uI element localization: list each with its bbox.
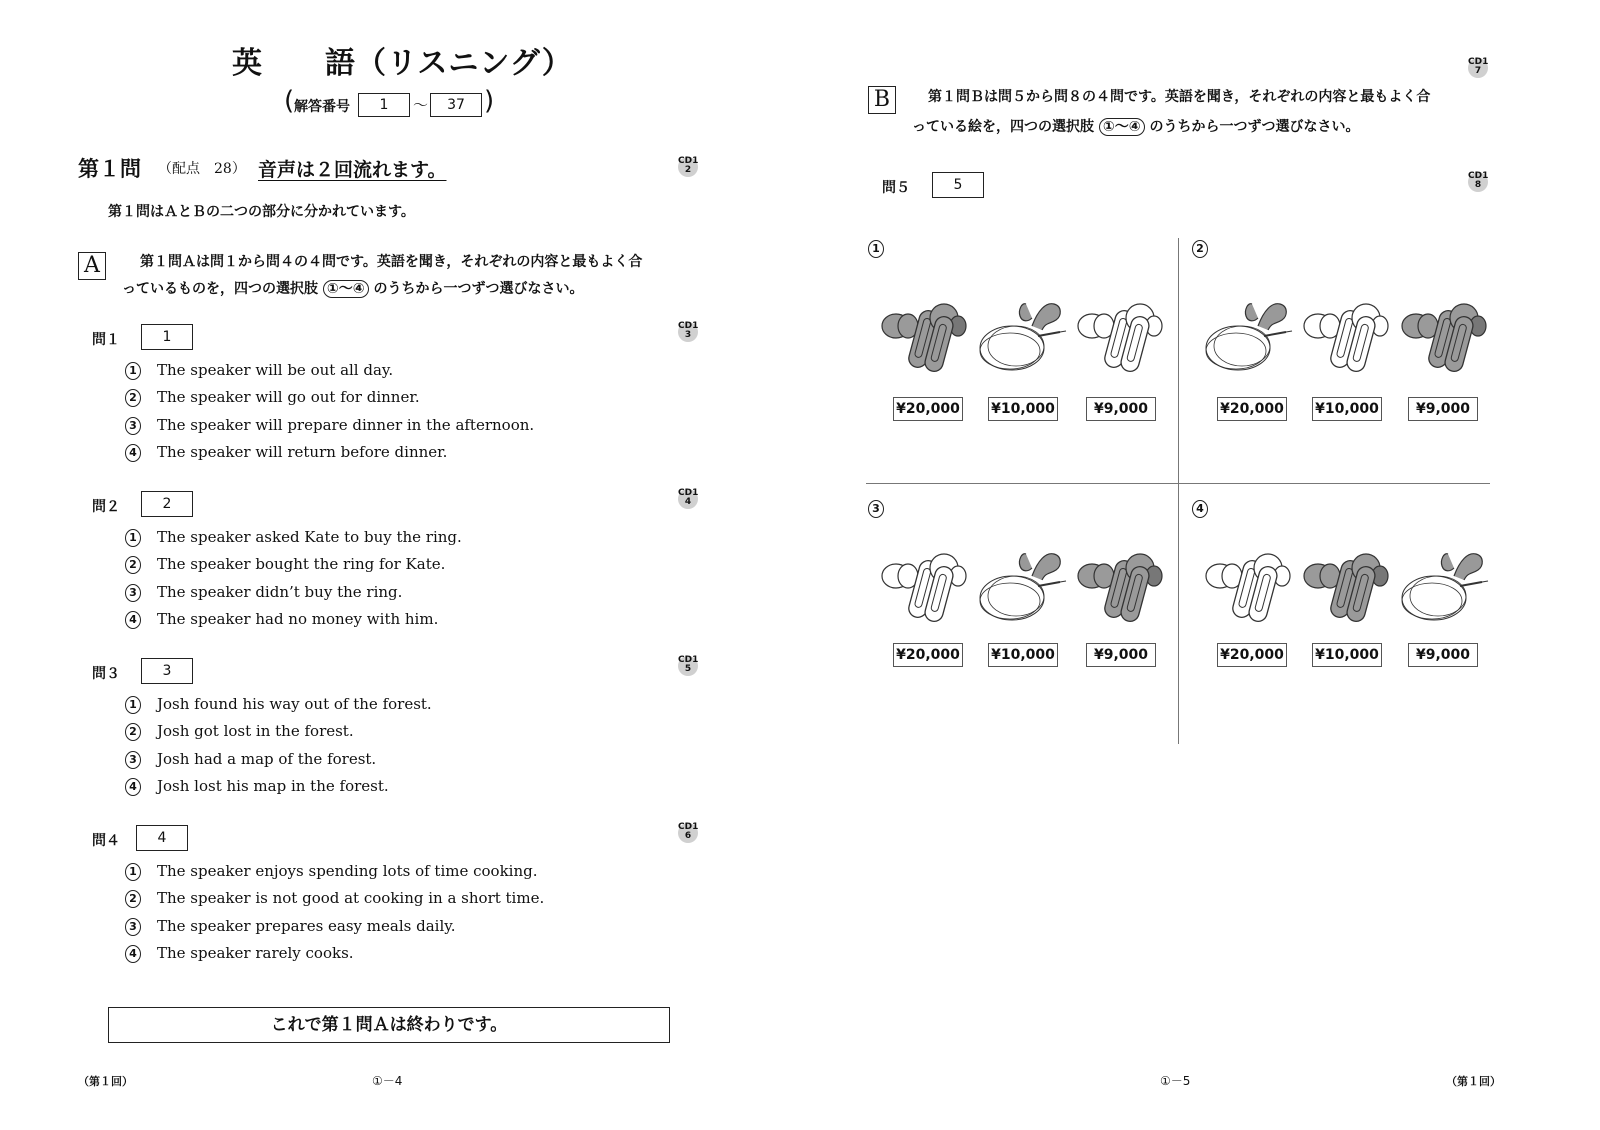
wired-earphones [976,546,1068,630]
option-number: 1 [125,362,141,380]
end-note: これで第１問Ａは終わりです。 [108,1007,670,1043]
option-text: The speaker enjoys spending lots of time cooking. [157,862,538,880]
panel-divider-vertical [1178,238,1179,744]
option-number: 4 [125,778,141,796]
earphone-illustration [1202,296,1294,376]
question1-note: 音声は２回流れます。 [258,159,447,181]
wired-earphones [1202,296,1294,380]
wired-earphones [976,296,1068,380]
option-number: 1 [125,696,141,714]
question1-title: 第１問 [78,157,141,181]
option-number: 3 [125,751,141,769]
option-text: The speaker will be out all day. [157,361,394,379]
option-number: 3 [125,918,141,936]
earphone-illustration [878,546,970,626]
option-number: 1 [125,529,141,547]
panel-divider-horizontal [866,483,1490,484]
option-text: The speaker asked Kate to buy the ring. [157,528,462,546]
option-number: 2 [125,723,141,741]
price-tag: ¥20,000 [1217,643,1287,667]
option-text: The speaker rarely cooks. [157,943,354,962]
earphone-illustration [1300,546,1392,626]
option-text: Josh got lost in the forest. [157,722,354,741]
option-number: 2 [125,556,141,574]
earphone-illustration [1202,546,1294,626]
option-text: The speaker had no money with him. [157,609,439,628]
intro-text: 第１問はＡとＢの二つの部分に分かれています。 [108,204,415,220]
wireless-earbuds [1074,546,1166,630]
option-text: The speaker will prepare dinner in the afternoon. [157,415,535,434]
option-number: 2 [125,389,141,407]
footer-left-page: ①－4 [372,1074,403,1088]
option-number: 4 [125,611,141,629]
answer-box[interactable]: 4 [136,825,188,851]
choice-range: ①〜④ [1099,118,1145,136]
earphone-illustration [1300,296,1392,376]
option-text: The speaker didn’t buy the ring. [157,582,403,601]
option-number: 1 [125,863,141,881]
price-tag: ¥9,000 [1086,397,1156,421]
question-label: 問３ [92,666,120,682]
cd-track-badge: CD1 2 [678,156,699,175]
cd-track-badge: CD1 7 [1468,57,1489,76]
earphone-illustration [1074,546,1166,626]
question5-label: 問５ [882,180,910,196]
earphone-illustration [1398,546,1490,626]
answer-box[interactable]: 3 [141,658,193,684]
wireless-earbuds [1202,546,1294,630]
option-number: 4 [125,945,141,963]
option-text: Josh found his way out of the forest. [157,695,432,713]
panel-number: 3 [868,500,884,518]
wireless-earbuds [878,296,970,380]
price-tag: ¥10,000 [988,397,1058,421]
cd-track-badge: CD1 4 [678,488,699,507]
picture-panel-2[interactable] [1190,238,1490,478]
section-b-letter: B [868,86,896,114]
panel-number: 4 [1192,500,1208,518]
price-tag: ¥20,000 [893,643,963,667]
choice-range: ①〜④ [323,280,369,298]
footer-right-label: （第１回） [1446,1075,1501,1088]
price-tag: ¥9,000 [1086,643,1156,667]
question1-points: （配点 28） [158,161,246,177]
wireless-earbuds [1074,296,1166,380]
earphone-illustration [1398,296,1490,376]
price-tag: ¥9,000 [1408,397,1478,421]
question-label: 問４ [92,833,120,849]
option-text: The speaker is not good at cooking in a short time. [157,889,545,908]
wireless-earbuds [1300,546,1392,630]
section-b-line2: っている絵を，四つの選択肢 ①〜④ のうちから一つずつ選びなさい。 [912,119,1360,135]
answer-box[interactable]: 2 [141,491,193,517]
cd-track-badge: CD1 3 [678,321,699,340]
price-tag: ¥20,000 [893,397,963,421]
section-a-line2: っているものを，四つの選択肢 ①〜④ のうちから一つずつ選びなさい。 [122,281,584,297]
earphone-illustration [1074,296,1166,376]
panel-number: 2 [1192,240,1208,258]
price-tag: ¥10,000 [1312,643,1382,667]
wired-earphones [1398,546,1490,630]
option-text: Josh lost his map in the forest. [157,776,389,795]
option-number: 2 [125,890,141,908]
question5-answer-box[interactable]: 5 [932,172,984,198]
earphone-illustration [976,546,1068,626]
price-tag: ¥10,000 [1312,397,1382,421]
option-number: 3 [125,417,141,435]
cd-track-badge: CD1 8 [1468,171,1489,190]
option-text: The speaker bought the ring for Kate. [157,555,446,574]
answer-range-tilde: 〜 [413,96,429,114]
earphone-illustration [878,296,970,376]
cd-track-badge: CD1 6 [678,822,699,841]
answer-range-close-paren: ) [484,86,495,116]
question-label: 問２ [92,499,120,515]
section-a-letter: A [78,252,106,280]
footer-left-label: （第１回） [78,1075,133,1088]
section-a-line1: 第１問Ａは問１から問４の４問です。英語を聞き，それぞれの内容と最もよく合 [140,254,643,270]
section-b-line1: 第１問Ｂは問５から問８の４問です。英語を聞き，それぞれの内容と最もよく合 [928,89,1431,105]
wireless-earbuds [1398,296,1490,380]
cd-track-badge: CD1 5 [678,655,699,674]
picture-panel-1[interactable] [866,238,1166,478]
answer-range-label: 解答番号 [294,99,350,115]
footer-right-page: ①－5 [1160,1074,1191,1088]
answer-range-from: 1 [358,93,410,117]
panel-number: 1 [868,240,884,258]
question-label: 問１ [92,332,120,348]
earphone-illustration [976,296,1068,376]
answer-box[interactable]: 1 [141,324,193,350]
price-tag: ¥20,000 [1217,397,1287,421]
picture-panel-3[interactable] [866,498,1166,738]
price-tag: ¥9,000 [1408,643,1478,667]
picture-panel-4[interactable] [1190,498,1490,738]
option-text: The speaker will return before dinner. [157,442,448,461]
wireless-earbuds [878,546,970,630]
option-text: Josh had a map of the forest. [157,749,377,768]
price-tag: ¥10,000 [988,643,1058,667]
answer-range-to: 37 [430,93,482,117]
page-title: 英 語（リスニング） [232,46,573,81]
option-number: 4 [125,444,141,462]
option-number: 3 [125,584,141,602]
option-text: The speaker will go out for dinner. [157,388,420,407]
wireless-earbuds [1300,296,1392,380]
option-text: The speaker prepares easy meals daily. [157,916,456,935]
